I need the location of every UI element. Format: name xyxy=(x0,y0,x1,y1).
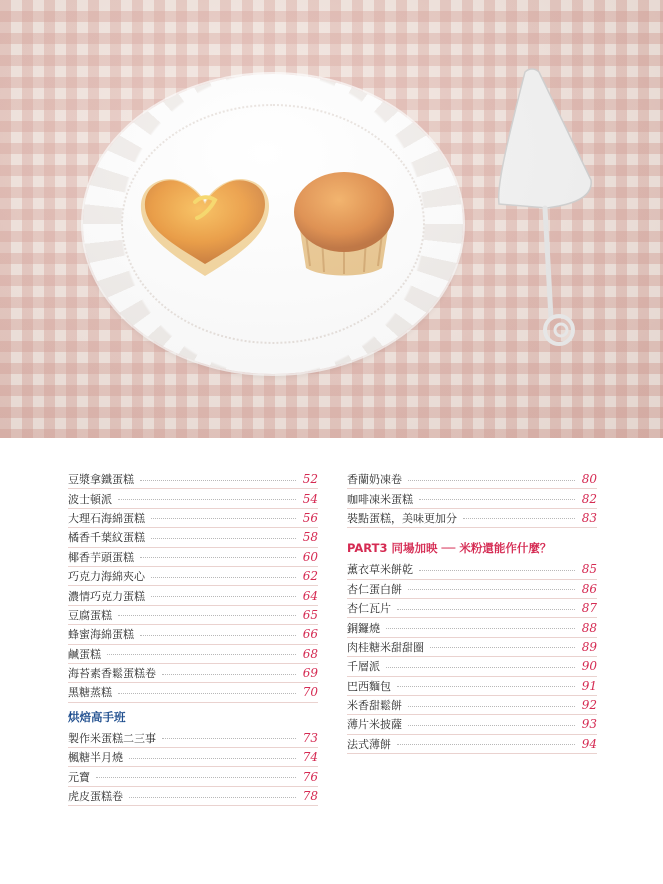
toc-entry-title: 蜂蜜海綿蛋糕 xyxy=(68,628,134,642)
toc-entry xyxy=(68,606,318,625)
toc-left-bottom-list xyxy=(68,729,318,807)
toc-entry-title: 海苔素香鬆蛋糕卷 xyxy=(68,667,156,681)
cake-server-image xyxy=(495,68,595,353)
toc-leader-dots xyxy=(386,628,575,629)
toc-entry-title: 黑糖蒸糕 xyxy=(68,686,112,700)
toc-entry-page: 54 xyxy=(302,491,318,506)
toc-entry-title: 橘香千葉紋蛋糕 xyxy=(68,531,145,545)
toc-entry-page: 86 xyxy=(581,581,597,596)
toc-leader-dots xyxy=(151,538,296,539)
toc-entry xyxy=(68,470,318,489)
toc-leader-dots xyxy=(140,635,296,636)
toc-leader-dots xyxy=(129,797,296,798)
section-heading-baking-master: 烘焙高手班 xyxy=(68,709,126,724)
muffin-image xyxy=(292,168,396,278)
toc-leader-dots xyxy=(463,518,575,519)
toc-entry xyxy=(68,509,318,528)
toc-entry-page: 90 xyxy=(581,659,597,674)
toc-entry xyxy=(68,489,318,508)
toc-entry-page: 88 xyxy=(581,620,597,635)
toc-entry xyxy=(68,748,318,767)
toc-entry xyxy=(347,638,597,657)
toc-entry-page: 87 xyxy=(581,601,597,616)
toc-entry-page: 91 xyxy=(581,678,597,693)
toc-right-column xyxy=(347,470,597,754)
toc-entry-page: 93 xyxy=(581,717,597,732)
toc-entry xyxy=(347,696,597,715)
toc-entry-page: 85 xyxy=(581,562,597,577)
toc-entry-page: 60 xyxy=(302,549,318,564)
toc-entry-title: 巴西麵包 xyxy=(347,679,391,693)
toc-entry xyxy=(68,645,318,664)
toc-leader-dots xyxy=(151,596,296,597)
toc-leader-dots xyxy=(140,557,296,558)
toc-leader-dots xyxy=(430,647,575,648)
toc-entry-page: 64 xyxy=(302,588,318,603)
toc-entry-page: 69 xyxy=(302,666,318,681)
toc-entry-page: 76 xyxy=(302,769,318,784)
toc-entry xyxy=(347,470,597,489)
toc-entry-page: 56 xyxy=(302,510,318,525)
toc-leader-dots xyxy=(107,654,296,655)
toc-entry-title: 千層派 xyxy=(347,660,380,674)
toc-entry xyxy=(347,735,597,754)
toc-entry-title: 大理石海綿蛋糕 xyxy=(68,511,145,525)
toc-leader-dots xyxy=(129,758,296,759)
toc-entry xyxy=(68,683,318,702)
toc-entry-page: 92 xyxy=(581,698,597,713)
toc-entry-page: 83 xyxy=(581,510,597,525)
toc-entry xyxy=(347,580,597,599)
toc-leader-dots xyxy=(408,706,575,707)
toc-entry-title: 咖啡凍米蛋糕 xyxy=(347,492,413,506)
toc-entry-title: 濃情巧克力蛋糕 xyxy=(68,589,145,603)
toc-entry-page: 58 xyxy=(302,530,318,545)
toc-leader-dots xyxy=(408,725,575,726)
toc-leader-dots xyxy=(397,744,575,745)
toc-leader-dots xyxy=(397,686,575,687)
toc-entry-page: 94 xyxy=(581,736,597,751)
toc-entry-page: 66 xyxy=(302,627,318,642)
toc-leader-dots xyxy=(118,693,296,694)
toc-entry-title: 椰香芋頭蛋糕 xyxy=(68,550,134,564)
toc-entry-title: 法式薄餅 xyxy=(347,737,391,751)
toc-entry xyxy=(68,586,318,605)
cover-photo xyxy=(0,0,663,438)
section-heading-part3: PART3 同場加映 ── 米粉還能作什麼？ xyxy=(347,541,552,556)
toc-leader-dots xyxy=(140,480,296,481)
toc-entry-page: 70 xyxy=(302,685,318,700)
toc-entry-title: 薰衣草米餅乾 xyxy=(347,563,413,577)
toc-leader-dots xyxy=(162,674,296,675)
toc-entry-title: 元寶 xyxy=(68,770,90,784)
toc-entry-title: 杏仁蛋白餅 xyxy=(347,582,402,596)
toc-entry-title: 薄片米披薩 xyxy=(347,718,402,732)
toc-entry xyxy=(347,657,597,676)
toc-entry-title: 製作米蛋糕二三事 xyxy=(68,731,156,745)
toc-leader-dots xyxy=(96,777,296,778)
table-of-contents xyxy=(0,438,663,884)
toc-entry xyxy=(347,599,597,618)
toc-entry-title: 虎皮蛋糕卷 xyxy=(68,790,123,804)
toc-entry-page: 65 xyxy=(302,607,318,622)
toc-entry-title: 豆漿拿鐵蛋糕 xyxy=(68,473,134,487)
toc-leader-dots xyxy=(419,499,575,500)
toc-entry-title: 肉桂糖米甜甜圈 xyxy=(347,640,424,654)
toc-entry-title: 裝點蛋糕，美味更加分 xyxy=(347,511,457,525)
toc-entry xyxy=(68,767,318,786)
toc-entry xyxy=(68,787,318,806)
heart-cake-image xyxy=(137,172,273,278)
toc-entry-title: 巧克力海綿夾心 xyxy=(68,570,145,584)
toc-entry xyxy=(347,560,597,579)
toc-entry xyxy=(68,664,318,683)
toc-left-list xyxy=(68,470,318,703)
toc-entry-page: 74 xyxy=(302,750,318,765)
toc-entry xyxy=(347,509,597,528)
toc-leader-dots xyxy=(408,480,575,481)
toc-entry-title: 波士頓派 xyxy=(68,492,112,506)
toc-leader-dots xyxy=(162,738,296,739)
toc-entry-page: 68 xyxy=(302,646,318,661)
toc-entry-page: 73 xyxy=(302,730,318,745)
toc-entry-page: 52 xyxy=(302,472,318,487)
toc-entry-page: 89 xyxy=(581,639,597,654)
toc-entry-page: 78 xyxy=(302,789,318,804)
lace-doily xyxy=(83,74,463,374)
toc-leader-dots xyxy=(151,518,296,519)
toc-entry xyxy=(347,677,597,696)
toc-leader-dots xyxy=(408,589,575,590)
toc-entry-title: 豆腐蛋糕 xyxy=(68,608,112,622)
toc-leader-dots xyxy=(118,615,296,616)
toc-leader-dots xyxy=(118,499,296,500)
toc-entry xyxy=(68,567,318,586)
toc-entry xyxy=(68,729,318,748)
toc-entry-page: 82 xyxy=(581,491,597,506)
toc-right-list xyxy=(347,470,597,528)
toc-entry xyxy=(68,548,318,567)
toc-entry-title: 米香甜鬆餅 xyxy=(347,699,402,713)
toc-entry-title: 杏仁瓦片 xyxy=(347,602,391,616)
toc-entry-title: 鹹蛋糕 xyxy=(68,647,101,661)
toc-left-column xyxy=(68,470,318,806)
toc-entry xyxy=(68,625,318,644)
toc-entry xyxy=(347,618,597,637)
toc-entry xyxy=(347,489,597,508)
toc-entry-page: 62 xyxy=(302,569,318,584)
toc-entry-title: 香蘭奶凍卷 xyxy=(347,473,402,487)
toc-leader-dots xyxy=(397,609,575,610)
toc-leader-dots xyxy=(419,570,575,571)
toc-entry-title: 楓糖半月燒 xyxy=(68,751,123,765)
toc-entry-page: 80 xyxy=(581,472,597,487)
toc-right-bottom-list xyxy=(347,560,597,754)
toc-leader-dots xyxy=(151,577,296,578)
toc-entry xyxy=(347,715,597,734)
toc-leader-dots xyxy=(386,667,575,668)
toc-entry xyxy=(68,528,318,547)
toc-entry-title: 銅鑼燒 xyxy=(347,621,380,635)
